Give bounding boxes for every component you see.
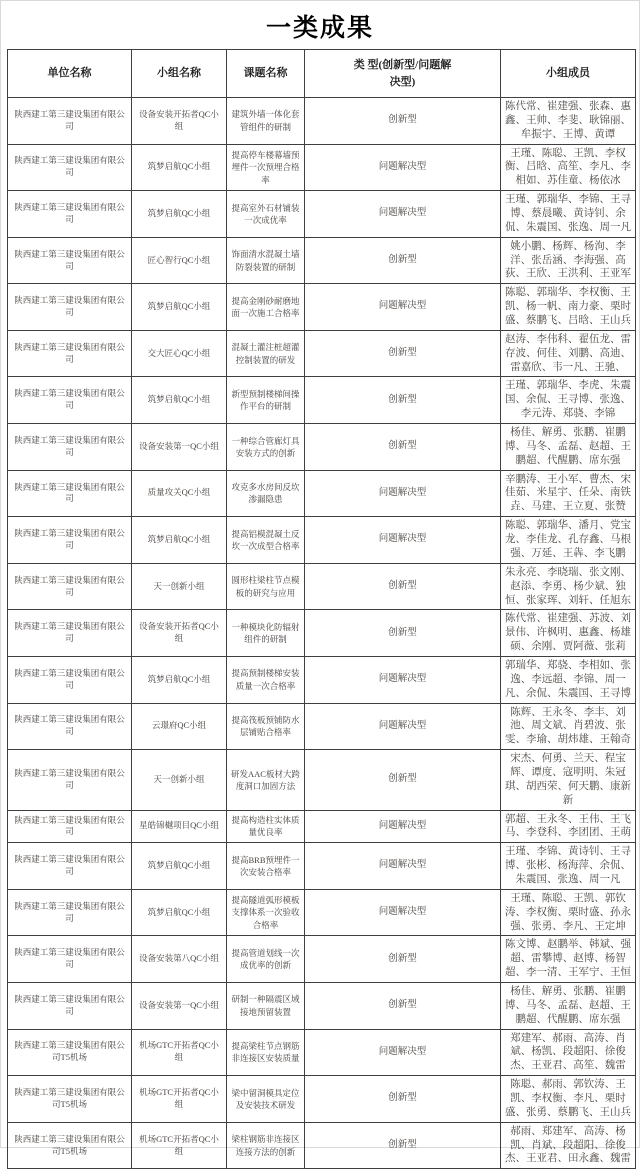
unit-cell: 陕西建工第三建设集团有限公司 bbox=[8, 936, 132, 983]
type-cell: 问题解决型 bbox=[305, 144, 501, 191]
table-row bbox=[8, 610, 636, 657]
unit-cell: 陕西建工第三建设集团有限公司T5机场 bbox=[8, 1122, 132, 1169]
group-cell: 质量攻关QC小组 bbox=[132, 470, 227, 517]
unit-cell: 陕西建工第三建设集团有限公司 bbox=[8, 610, 132, 657]
table-row bbox=[8, 470, 636, 517]
type-cell: 问题解决型 bbox=[305, 470, 501, 517]
topic-cell: 提高隧道弧形模板支撑体系一次验收合格率 bbox=[227, 889, 305, 936]
topic-cell: 新型预制楼梯间操作平台的研制 bbox=[227, 377, 305, 424]
group-cell: 筑梦启航QC小组 bbox=[132, 517, 227, 564]
group-cell: 天一创新小组 bbox=[132, 750, 227, 810]
table-row bbox=[8, 750, 636, 810]
unit-cell: 陕西建工第三建设集团有限公司T5机场 bbox=[8, 1029, 132, 1076]
type-cell: 创新型 bbox=[305, 982, 501, 1029]
members-cell: 赵涛、李伟科、翟伍龙、雷存波、何佳、刘鹏、高迪、雷嘉欣、韦一凡、王驰、 bbox=[501, 330, 636, 377]
group-cell: 筑梦启航QC小组 bbox=[132, 889, 227, 936]
topic-cell: 混凝土灌注桩超灌控制装置的研发 bbox=[227, 330, 305, 377]
unit-cell: 陕西建工第三建设集团有限公司 bbox=[8, 98, 132, 145]
table-row bbox=[8, 703, 636, 750]
unit-cell: 陕西建工第三建设集团有限公司 bbox=[8, 982, 132, 1029]
unit-cell: 陕西建工第三建设集团有限公司 bbox=[8, 470, 132, 517]
unit-cell: 陕西建工第三建设集团有限公司 bbox=[8, 703, 132, 750]
column-header-topic: 课题名称 bbox=[227, 50, 305, 98]
topic-cell: 提高停车楼幕墙预埋件一次预埋合格率 bbox=[227, 144, 305, 191]
type-cell: 创新型 bbox=[305, 563, 501, 610]
group-cell: 星皓锦樾项目QC小组 bbox=[132, 810, 227, 843]
group-cell: 设备安装开拓者QC小组 bbox=[132, 610, 227, 657]
members-cell: 陈聪、郝雨、郭钦涛、王凯、李权衡、李凡、栗时盛、张勇、蔡鹏飞、王山兵 bbox=[501, 1076, 636, 1123]
group-cell: 机场GTC开拓者QC小组 bbox=[132, 1076, 227, 1123]
members-cell: 陈代常、崔建强、张森、惠鑫、王帅、李斐、耿锦丽、牟振宇、王博、黄谭 bbox=[501, 98, 636, 145]
table-row bbox=[8, 1029, 636, 1076]
members-cell: 陈辉、王永冬、李丰、刘池、周文斌、肖碧波、张雯、李瑜、胡炜雄、王翰奇 bbox=[501, 703, 636, 750]
type-cell: 问题解决型 bbox=[305, 656, 501, 703]
members-cell: 杨佳、解勇、张鹏、崔鹏博、马冬、孟磊、赵超、王鹏超、代醒鹏、席东强 bbox=[501, 982, 636, 1029]
topic-cell: 提高室外石材铺装一次成优率 bbox=[227, 191, 305, 238]
group-cell: 设备安装第一QC小组 bbox=[132, 982, 227, 1029]
unit-cell: 陕西建工第三建设集团有限公司 bbox=[8, 191, 132, 238]
column-header-type: 类 型(创新型/问题解决型) bbox=[305, 50, 501, 98]
type-cell: 创新型 bbox=[305, 377, 501, 424]
members-cell: 朱永亮、李晓瑞、张文刚、赵添、李勇、杨少斌、独恒、张家珲、刘轩、任旭东 bbox=[501, 563, 636, 610]
unit-cell: 陕西建工第三建设集团有限公司 bbox=[8, 377, 132, 424]
topic-cell: 提高BRB预埋件一次安装合格率 bbox=[227, 843, 305, 890]
members-cell: 王瑾、陈聪、王凯、李权衡、吕晗、高笙、李凡、李相如、苏佳童、杨依冰 bbox=[501, 144, 636, 191]
group-cell: 设备安装第一QC小组 bbox=[132, 424, 227, 471]
topic-cell: 提高筏板预铺防水层铺贴合格率 bbox=[227, 703, 305, 750]
members-cell: 姚小鹏、杨辉、杨洵、李洋、张岳涵、李海强、高荻、王欣、王洪利、王亚军 bbox=[501, 237, 636, 284]
table-row bbox=[8, 191, 636, 238]
group-cell: 机场GTC开拓者QC小组 bbox=[132, 1122, 227, 1169]
members-cell: 陈文博、赵鹏举、韩斌、强超、雷攀博、赵博、杨智超、李一清、王军宁、王恒 bbox=[501, 936, 636, 983]
topic-cell: 梁柱钢筋非连接区连接方法的创新 bbox=[227, 1122, 305, 1169]
type-cell: 问题解决型 bbox=[305, 284, 501, 331]
table-row bbox=[8, 1122, 636, 1169]
group-cell: 筑梦启航QC小组 bbox=[132, 377, 227, 424]
members-cell: 杨佳、解勇、张鹏、崔鹏博、马冬、孟磊、赵超、王鹏超、代醒鹏、席东强 bbox=[501, 424, 636, 471]
unit-cell: 陕西建工第三建设集团有限公司 bbox=[8, 517, 132, 564]
unit-cell: 陕西建工第三建设集团有限公司 bbox=[8, 330, 132, 377]
type-cell: 问题解决型 bbox=[305, 1029, 501, 1076]
column-header-unit: 单位名称 bbox=[8, 50, 132, 98]
column-header-group: 小组名称 bbox=[132, 50, 227, 98]
table-row bbox=[8, 330, 636, 377]
group-cell: 交大匠心QC小组 bbox=[132, 330, 227, 377]
unit-cell: 陕西建工第三建设集团有限公司 bbox=[8, 889, 132, 936]
unit-cell: 陕西建工第三建设集团有限公司 bbox=[8, 144, 132, 191]
type-cell: 创新型 bbox=[305, 610, 501, 657]
topic-cell: 一种综合管廊灯具安装方式的创新 bbox=[227, 424, 305, 471]
table-row bbox=[8, 810, 636, 843]
group-cell: 设备安装第八QC小组 bbox=[132, 936, 227, 983]
table-row bbox=[8, 843, 636, 890]
table-row bbox=[8, 889, 636, 936]
unit-cell: 陕西建工第三建设集团有限公司 bbox=[8, 656, 132, 703]
table-row bbox=[8, 1076, 636, 1123]
table-row bbox=[8, 237, 636, 284]
topic-cell: 提高管道划线一次成优率的创新 bbox=[227, 936, 305, 983]
topic-cell: 一种模块化防辐射组件的研制 bbox=[227, 610, 305, 657]
topic-cell: 梁中留洞模具定位及安装技术研发 bbox=[227, 1076, 305, 1123]
group-cell: 设备安装开拓者QC小组 bbox=[132, 98, 227, 145]
type-cell: 问题解决型 bbox=[305, 843, 501, 890]
members-cell: 郭超、王永冬、王伟、王飞马、李登科、李团团、王萌 bbox=[501, 810, 636, 843]
type-cell: 创新型 bbox=[305, 330, 501, 377]
table-row bbox=[8, 424, 636, 471]
group-cell: 机场GTC开拓者QC小组 bbox=[132, 1029, 227, 1076]
type-cell: 创新型 bbox=[305, 936, 501, 983]
topic-cell: 提高梁柱节点钢筋非连接区安装质量 bbox=[227, 1029, 305, 1076]
topic-cell: 建筑外墙一体化套管组件的研制 bbox=[227, 98, 305, 145]
members-cell: 郝雨、郑建军、高涛、杨凯、肖斌、段超阳、徐俊杰、王亚君、田永鑫、魏雷 bbox=[501, 1122, 636, 1169]
members-cell: 陈代常、崔建强、苏波、刘景伟、许枫明、惠鑫、杨雄硕、余刚、贾阿薇、张莉 bbox=[501, 610, 636, 657]
group-cell: 天一创新小组 bbox=[132, 563, 227, 610]
members-cell: 王瑾、李锦、黄诗钊、王寻博、张彬、杨海萍、余侃、朱震国、张逸、周一凡 bbox=[501, 843, 636, 890]
unit-cell: 陕西建工第三建设集团有限公司 bbox=[8, 750, 132, 810]
group-cell: 匠心智行QC小组 bbox=[132, 237, 227, 284]
unit-cell: 陕西建工第三建设集团有限公司T5机场 bbox=[8, 1076, 132, 1123]
topic-cell: 饰面清水混凝土墙防裂装置的研制 bbox=[227, 237, 305, 284]
topic-cell: 提高预制楼梯安装质量一次合格率 bbox=[227, 656, 305, 703]
type-cell: 创新型 bbox=[305, 750, 501, 810]
table-row bbox=[8, 144, 636, 191]
members-cell: 陈聪、郭瑞华、潘月、党宝龙、李佳龙、孔存鑫、马根强、万延、王犇、李飞鹏 bbox=[501, 517, 636, 564]
type-cell: 创新型 bbox=[305, 98, 501, 145]
table-row bbox=[8, 98, 636, 145]
unit-cell: 陕西建工第三建设集团有限公司 bbox=[8, 563, 132, 610]
results-table bbox=[7, 49, 636, 1169]
type-cell: 问题解决型 bbox=[305, 517, 501, 564]
unit-cell: 陕西建工第三建设集团有限公司 bbox=[8, 810, 132, 843]
table-row bbox=[8, 936, 636, 983]
members-cell: 辛鹏涛、王小军、曹杰、宋佳茹、米星宇、任朵、南铁垚、马建、王立夏、张赞 bbox=[501, 470, 636, 517]
table-row bbox=[8, 377, 636, 424]
table-row bbox=[8, 656, 636, 703]
members-cell: 宋杰、何勇、兰天、程宝辉、谭度、寇明明、朱冠琪、胡西荣、何天鹏、康新新 bbox=[501, 750, 636, 810]
type-cell: 创新型 bbox=[305, 1076, 501, 1123]
unit-cell: 陕西建工第三建设集团有限公司 bbox=[8, 843, 132, 890]
column-header-members: 小组成员 bbox=[501, 50, 636, 98]
type-cell: 创新型 bbox=[305, 1122, 501, 1169]
type-cell: 问题解决型 bbox=[305, 889, 501, 936]
header-row bbox=[8, 50, 636, 98]
group-cell: 筑梦启航QC小组 bbox=[132, 144, 227, 191]
unit-cell: 陕西建工第三建设集团有限公司 bbox=[8, 237, 132, 284]
document-page bbox=[1, 1, 639, 1169]
table-row bbox=[8, 284, 636, 331]
unit-cell: 陕西建工第三建设集团有限公司 bbox=[8, 424, 132, 471]
members-cell: 王瑾、郭瑞华、李锦、王寻博、蔡晨曦、黄诗钊、余侃、朱震国、张逸、周一凡 bbox=[501, 191, 636, 238]
page-title: 一类成果 bbox=[265, 15, 374, 42]
type-cell: 问题解决型 bbox=[305, 191, 501, 238]
group-cell: 云璟府QC小组 bbox=[132, 703, 227, 750]
topic-cell: 提高构造柱实体质量优良率 bbox=[227, 810, 305, 843]
topic-cell: 研发AAC板材大跨度洞口加固方法 bbox=[227, 750, 305, 810]
table-row bbox=[8, 982, 636, 1029]
members-cell: 郑建军、郝雨、高涛、肖斌、杨凯、段超阳、徐俊杰、王亚君、高笙、魏雷 bbox=[501, 1029, 636, 1076]
table-row bbox=[8, 517, 636, 564]
type-cell: 问题解决型 bbox=[305, 810, 501, 843]
unit-cell: 陕西建工第三建设集团有限公司 bbox=[8, 284, 132, 331]
topic-cell: 圆形柱梁柱节点模板的研究与应用 bbox=[227, 563, 305, 610]
members-cell: 王瑾、郭瑞华、李虎、朱震国、余侃、王寻博、张逸、李元涛、郑骁、李锦 bbox=[501, 377, 636, 424]
group-cell: 筑梦启航QC小组 bbox=[132, 843, 227, 890]
topic-cell: 研制一种隔震区域接地预留装置 bbox=[227, 982, 305, 1029]
topic-cell: 提高金刚砂耐磨地面一次施工合格率 bbox=[227, 284, 305, 331]
members-cell: 陈聪、郭瑞华、李权衡、王凯、杨一帆、南力豪、栗时盛、蔡鹏飞、吕晗、王山兵 bbox=[501, 284, 636, 331]
type-cell: 创新型 bbox=[305, 424, 501, 471]
group-cell: 筑梦启航QC小组 bbox=[132, 284, 227, 331]
topic-cell: 攻克多水房间反坎渗漏隐患 bbox=[227, 470, 305, 517]
group-cell: 筑梦启航QC小组 bbox=[132, 656, 227, 703]
topic-cell: 提高铝模混凝土反坎一次成型合格率 bbox=[227, 517, 305, 564]
table-row bbox=[8, 563, 636, 610]
type-cell: 创新型 bbox=[305, 237, 501, 284]
members-cell: 郭瑞华、郑骁、李相如、张逸、李远超、李锦、周一凡、余侃、朱震国、王寻博 bbox=[501, 656, 636, 703]
type-cell: 问题解决型 bbox=[305, 703, 501, 750]
group-cell: 筑梦启航QC小组 bbox=[132, 191, 227, 238]
members-cell: 王瑾、陈聪、王凯、郭钦涛、李权衡、栗时盛、孙永强、张勇、李凡、王定坤 bbox=[501, 889, 636, 936]
